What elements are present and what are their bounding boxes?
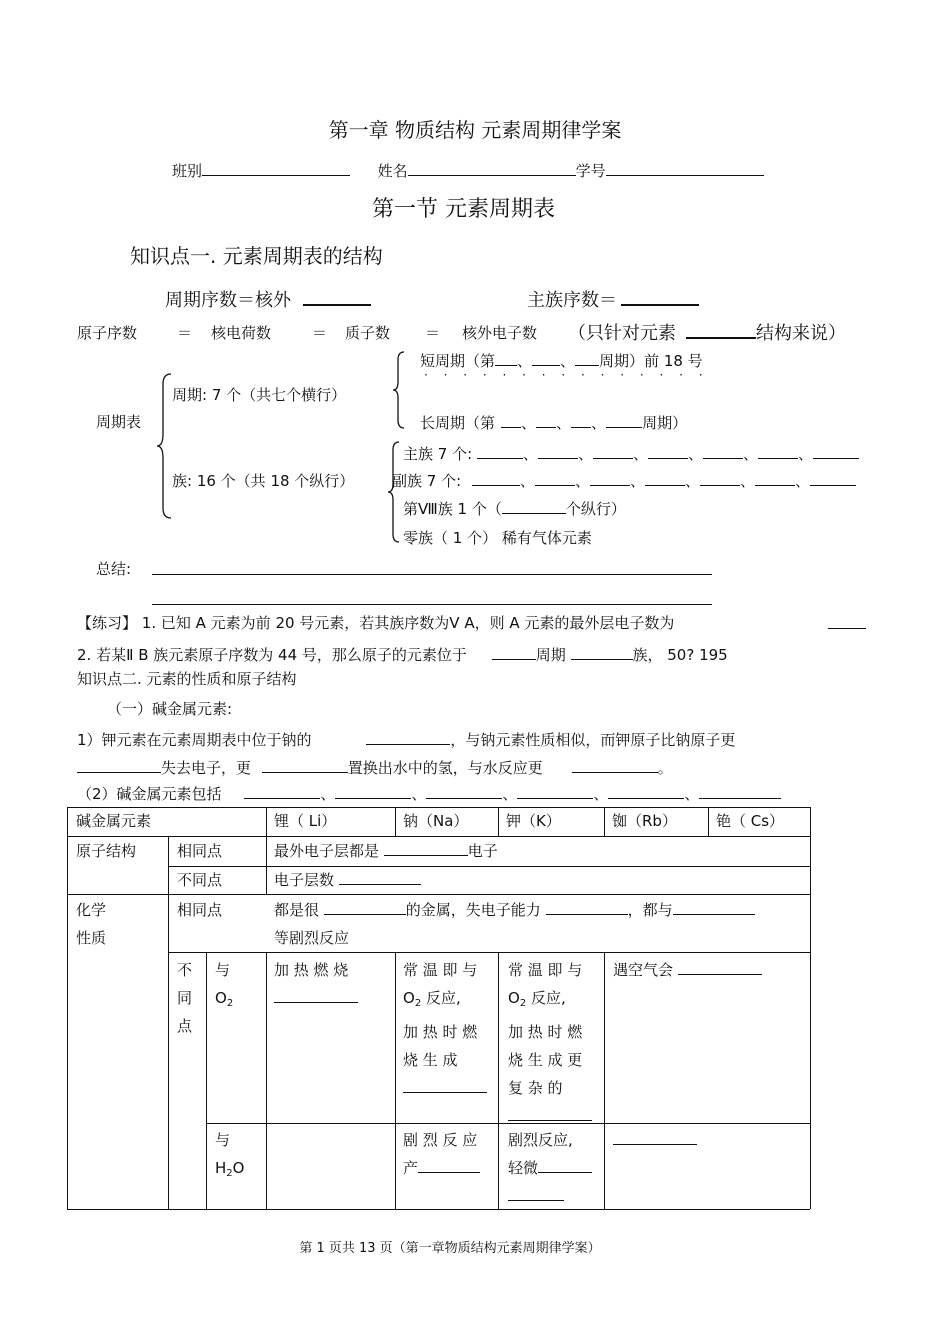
sub-blank-6[interactable] xyxy=(755,471,795,486)
table-rule xyxy=(498,807,499,836)
practice-q2 xyxy=(77,644,728,665)
k-o2-d: 加 热 时 燃 xyxy=(508,1023,583,1041)
layers-blank[interactable] xyxy=(339,870,421,885)
na-h2o-cell xyxy=(403,1126,480,1182)
sub-blank-4[interactable] xyxy=(645,471,685,486)
table-border-right xyxy=(810,807,811,1209)
o2-subscript: 2 xyxy=(226,998,234,1009)
na-o2-e: 烧 生 成 xyxy=(403,1051,458,1069)
kp1-line1-b xyxy=(527,286,699,312)
main-group-number-label: 主族序数＝ xyxy=(527,290,617,311)
k-h2o-blank-2[interactable] xyxy=(508,1186,564,1201)
atom-note xyxy=(568,319,846,345)
name-blank[interactable] xyxy=(408,161,576,176)
with-h2o-b xyxy=(215,1154,244,1188)
chem-same-b: 的金属，失电子能力 xyxy=(405,901,541,919)
chem-same-d: 等剧烈反应 xyxy=(274,929,350,947)
emphasis-dots: · · · · · · · · · · · · · · · xyxy=(424,368,709,382)
rb-o2-text: 遇空气会 xyxy=(613,961,674,979)
header-rb: 铷（Rb） xyxy=(612,812,677,830)
eq-1: ＝ xyxy=(177,324,193,342)
na-o2-b: O xyxy=(403,989,415,1007)
table-rule xyxy=(168,836,169,1209)
sub-blank-5[interactable] xyxy=(700,471,740,486)
table-rule xyxy=(266,807,267,894)
long-period-a: 长周期（第 xyxy=(420,414,496,432)
long-period: 长周期（第 、 、 、 周期） xyxy=(420,414,688,432)
p1-blank-2[interactable] xyxy=(77,758,161,773)
practice-q1 xyxy=(77,612,674,633)
summary-line-2[interactable] xyxy=(152,604,712,605)
header-alkali: 碱金属元素 xyxy=(76,812,152,830)
long-blank-3[interactable] xyxy=(571,413,591,428)
q2-blank-1[interactable] xyxy=(492,645,536,660)
alkali-blank-4[interactable] xyxy=(517,784,593,799)
long-period-b: 周期） xyxy=(642,414,688,432)
zero-group-row: 零族（ 1 个） 稀有气体元素 xyxy=(403,529,592,547)
k-o2-c: 反应, xyxy=(526,989,566,1007)
practice-q1-text: 1. 已知 A 元素为前 20 号元素，若其族序数为Ⅴ A，则 A 元素的最外层电子数为 xyxy=(141,614,675,632)
k-o2-cell xyxy=(508,956,592,1130)
section-title: 第一节 元素周期表 xyxy=(372,197,555,222)
group8-a: 第Ⅷ族 1 个（ xyxy=(403,500,502,518)
nuclear-charge-label: 核电荷数 xyxy=(211,324,272,342)
rb-h2o-cell xyxy=(613,1126,697,1154)
short-blank-1[interactable] xyxy=(495,351,517,366)
h2o-o: O xyxy=(232,1159,245,1177)
main-blank-7[interactable] xyxy=(813,444,859,459)
table-rule xyxy=(266,952,267,1209)
p1-blank-3[interactable] xyxy=(262,758,348,773)
table-rule xyxy=(168,866,810,867)
kp2-heading: 知识点二. 元素的性质和原子结构 xyxy=(77,670,297,688)
para1-line1 xyxy=(77,729,735,750)
table-rule xyxy=(708,807,709,836)
alkali-blank-3[interactable] xyxy=(426,784,502,799)
q2-text-c: 族， 50? 195 xyxy=(632,646,728,664)
k-o2-f: 复 杂 的 xyxy=(508,1079,563,1097)
alkali-blank-5[interactable] xyxy=(608,784,684,799)
outer-shell-b: 电子 xyxy=(467,842,498,860)
diff-label: 不同点 xyxy=(177,871,223,889)
diff-char-1: 不 xyxy=(177,961,193,979)
outer-shell-cell xyxy=(274,837,498,865)
eq-2: ＝ xyxy=(312,324,328,342)
page-title: 第一章 物质结构 元素周期律学案 xyxy=(328,118,622,142)
group8-row xyxy=(403,498,626,519)
k-o2-blank[interactable] xyxy=(508,1106,592,1121)
q2-text-b: 周期 xyxy=(535,646,566,664)
table-border-bottom xyxy=(67,1209,810,1210)
sub-blank-3[interactable] xyxy=(590,471,630,486)
name-label: 姓名 xyxy=(377,162,408,180)
na-o2-a: 常 温 即 与 xyxy=(403,961,478,979)
with-o2-b xyxy=(215,984,233,1018)
rb-o2-cell xyxy=(613,956,762,984)
short-period-a: 短周期（第 xyxy=(420,352,496,370)
group8-b: 个纵行） xyxy=(565,500,626,518)
sub-blank-2[interactable] xyxy=(535,471,575,486)
p1-d: 置换出水中的氢，与水反应更 xyxy=(347,759,543,777)
summary-line-1[interactable] xyxy=(152,574,712,575)
short-blank-2[interactable] xyxy=(532,351,560,366)
table-rule xyxy=(498,952,499,1209)
main-blank-2[interactable] xyxy=(538,444,578,459)
q2-text-a: 2. 若某Ⅱ B 族元素原子序数为 44 号，那么原子的元素位于 xyxy=(77,646,467,664)
alkali-heading: （一）碱金属元素: xyxy=(107,700,233,718)
li-o2-cell xyxy=(274,956,358,1012)
na-o2-cell xyxy=(403,956,487,1102)
k-o2-sub: 2 xyxy=(519,998,527,1009)
chem-same-c: ，都与 xyxy=(627,901,673,919)
main-blank-5[interactable] xyxy=(703,444,743,459)
p1-blank-4[interactable] xyxy=(572,758,658,773)
chem-same-a: 都是很 xyxy=(274,901,320,919)
k-o2-a: 常 温 即 与 xyxy=(508,961,583,979)
main-group-row: 主族 7 个: 、 、 、 、 、 、 xyxy=(403,443,859,464)
chem-blank-3[interactable] xyxy=(673,900,755,915)
long-blank-1[interactable] xyxy=(501,413,521,428)
kp1-line1-a xyxy=(165,286,371,312)
h2o-h: H xyxy=(215,1159,227,1177)
q1-blank[interactable] xyxy=(828,614,866,629)
period-blank[interactable] xyxy=(303,288,371,306)
sub-blank-7[interactable] xyxy=(810,471,856,486)
family-label: 族: 16 个（共 18 个纵行） xyxy=(172,472,355,490)
table-rule xyxy=(395,952,396,1209)
table-rule xyxy=(168,952,810,953)
rb-h2o-blank[interactable] xyxy=(613,1130,697,1145)
table-rule xyxy=(206,952,207,1209)
h2o-sub: 2 xyxy=(226,1168,233,1179)
layers-label: 电子层数 xyxy=(274,871,335,889)
table-rule xyxy=(604,807,605,836)
table-rule xyxy=(604,952,605,1209)
k-o2-b: O xyxy=(508,989,520,1007)
k-h2o-b: 轻微 xyxy=(508,1159,539,1177)
k-h2o-a: 剧烈反应, xyxy=(508,1131,573,1149)
chem-blank-1[interactable] xyxy=(324,900,406,915)
header-na: 钠（Na） xyxy=(403,812,469,830)
table-root-label: 周期表 xyxy=(96,413,142,431)
header-k: 钾（K） xyxy=(506,812,561,830)
rb-o2-blank[interactable] xyxy=(678,960,762,975)
chem-same-label: 相同点 xyxy=(177,901,223,919)
alkali-blank-1[interactable] xyxy=(244,784,320,799)
page-footer: 第 1 页共 13 页（第一章物质结构元素周期律学案） xyxy=(299,1241,601,1256)
o2-symbol: O xyxy=(215,989,227,1007)
main-group-blank[interactable] xyxy=(621,288,699,306)
long-blank-2[interactable] xyxy=(536,413,556,428)
sub-blank-1[interactable] xyxy=(472,471,520,486)
na-h2o-blank[interactable] xyxy=(418,1158,480,1173)
main-group-label: 主族 7 个: xyxy=(403,445,473,463)
period-number-label: 周期序数＝核外 xyxy=(165,290,291,311)
li-o2-text: 加 热 燃 烧 xyxy=(274,961,349,979)
practice-label: 【练习】 xyxy=(77,614,138,632)
main-blank-6[interactable] xyxy=(758,444,798,459)
na-o2-c: 反应, xyxy=(421,989,461,1007)
p1-blank-1[interactable] xyxy=(366,730,450,745)
main-blank-1[interactable] xyxy=(477,444,523,459)
group8-blank[interactable] xyxy=(502,499,566,514)
kp1-heading: 知识点一. 元素周期表的结构 xyxy=(130,244,383,268)
main-blank-4[interactable] xyxy=(648,444,688,459)
q2-blank-2[interactable] xyxy=(571,645,633,660)
atom-note-b: 结构来说） xyxy=(756,323,846,344)
summary-label: 总结: xyxy=(96,560,132,578)
outer-shell-blank[interactable] xyxy=(384,841,468,856)
short-period-b: 周期）前 18 号 xyxy=(599,352,703,370)
long-blank-4[interactable] xyxy=(606,413,642,428)
header-li: 锂（ Li） xyxy=(274,812,337,830)
k-o2-e: 烧 生 成 更 xyxy=(508,1051,583,1069)
na-h2o-a: 剧 烈 反 应 xyxy=(403,1131,478,1149)
li-o2-blank[interactable] xyxy=(274,988,358,1003)
k-h2o-blank-1[interactable] xyxy=(538,1158,592,1173)
alkali-blank-6[interactable] xyxy=(699,784,781,799)
na-o2-d: 加 热 时 燃 xyxy=(403,1023,478,1041)
short-blank-3[interactable] xyxy=(575,351,599,366)
id-blank[interactable] xyxy=(606,161,764,176)
period-label: 周期: 7 个（共七个横行） xyxy=(172,386,347,404)
na-h2o-b: 产 xyxy=(403,1159,419,1177)
chem-label-b: 性质 xyxy=(76,929,107,947)
na-o2-blank[interactable] xyxy=(403,1078,487,1093)
diff-char-2: 同 xyxy=(177,989,193,1007)
alkali-blank-2[interactable] xyxy=(335,784,411,799)
atom-note-a: （只针对元素 xyxy=(568,323,676,344)
class-label: 班别 xyxy=(172,162,203,180)
p1-a: 1）钾元素在元素周期表中位于钠的 xyxy=(77,731,312,749)
period-brace xyxy=(392,350,408,430)
para2: （2）碱金属元素包括 、 、 、 、 、 xyxy=(77,783,781,804)
atomic-number-label: 原子序数 xyxy=(77,324,138,342)
class-blank[interactable] xyxy=(202,161,350,176)
layers-cell xyxy=(274,866,421,894)
sub-group-row: 副族 7 个: 、 、 、 、 、 、 xyxy=(392,470,856,491)
para1-line2 xyxy=(77,757,673,778)
family-brace xyxy=(387,440,403,544)
id-label: 学号 xyxy=(575,162,606,180)
atomic-structure-label: 原子结构 xyxy=(76,842,137,860)
p1-c: 失去电子，更 xyxy=(161,759,252,777)
k-h2o-cell xyxy=(508,1126,592,1210)
outer-shell-a: 最外电子层都是 xyxy=(274,842,380,860)
table-rule xyxy=(67,894,810,895)
table-rule xyxy=(395,807,396,836)
chem-label-a: 化学 xyxy=(76,901,107,919)
p2-text: （2）碱金属元素包括 xyxy=(77,785,222,803)
electron-number-label: 核外电子数 xyxy=(462,324,538,342)
p1-e: 。 xyxy=(657,759,673,777)
chem-blank-2[interactable] xyxy=(546,900,628,915)
p1-b: ，与钠元素性质相似，而钾原子比钠原子更 xyxy=(450,731,736,749)
na-o2-sub: 2 xyxy=(414,998,422,1009)
proton-number-label: 质子数 xyxy=(345,324,391,342)
eq-3: ＝ xyxy=(425,324,441,342)
header-cs: 铯（ Cs） xyxy=(716,812,785,830)
same-label: 相同点 xyxy=(177,842,223,860)
sub-group-label: 副族 7 个: xyxy=(392,472,462,490)
table-border-left xyxy=(67,807,68,1209)
main-blank-3[interactable] xyxy=(593,444,633,459)
atom-blank[interactable] xyxy=(686,321,756,339)
chem-same-cell xyxy=(274,896,804,952)
short-period: 短周期（第 、 、 周期）前 18 号 xyxy=(420,352,703,370)
info-line xyxy=(172,160,764,181)
with-o2-a: 与 xyxy=(215,961,231,979)
diff-char-3: 点 xyxy=(177,1017,193,1035)
with-h2o-a: 与 xyxy=(215,1131,231,1149)
